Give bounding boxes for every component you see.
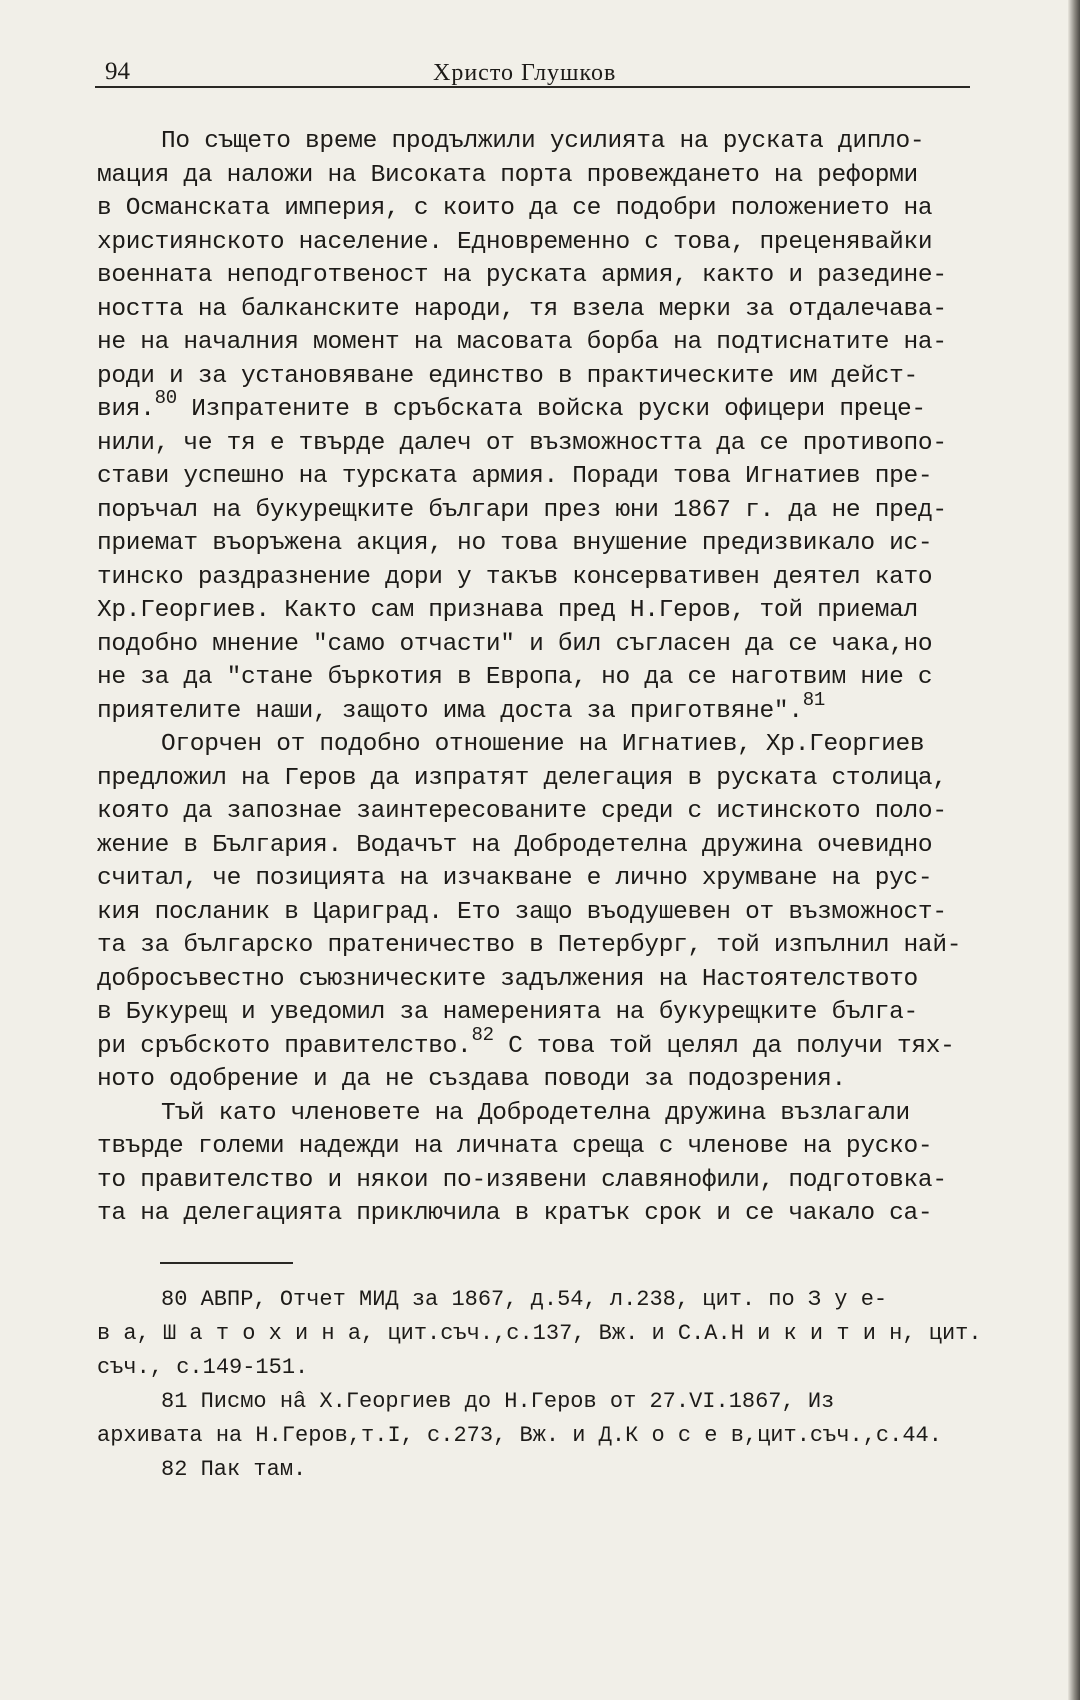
- text-run: приятелите наши, защото има доста за приготвяне".: [97, 697, 803, 725]
- footnote-line: 82 Пак там.: [161, 1457, 307, 1482]
- text-line: в Османската империя, с които да се подобри положението на: [97, 195, 933, 222]
- text-run: С това той целял да получи тях-: [493, 1032, 955, 1060]
- footnote-ref-82[interactable]: 82: [471, 1023, 494, 1046]
- text-line: не на началния момент на масовата борба на подтиснатите на-: [97, 329, 947, 356]
- footnote-82: [97, 1453, 1037, 1487]
- text-line: Тъй като членовете на Добродетелна дружина възлагали: [161, 1099, 910, 1127]
- text-line: добросъвестно съюзническите задължения на Настоятелството: [97, 965, 918, 993]
- footnote-ref-81[interactable]: 81: [802, 688, 825, 711]
- text-line: която да запознае заинтересованите среди с истинското поло-: [97, 798, 947, 825]
- text-run: вия.: [97, 396, 155, 423]
- text-line: подобно мнение "само отчасти" и бил съгласен да се чака,но: [97, 630, 933, 658]
- text-line: тинско раздразнение дори у такъв консервативен деятел като: [97, 563, 933, 591]
- text-line: не за да "стане бъркотия в Европа, но да се наготвим ние с: [97, 664, 933, 691]
- text-line: поръчал на букурещките българи през юни 1867 г. да не пред-: [97, 496, 947, 524]
- text-line: роди и за установяване единство в практическите им дейст-: [97, 362, 918, 390]
- text-run: Изпратените в сръбската войска руски офицери прецe-: [176, 396, 926, 423]
- footnote-81: [97, 1385, 1037, 1453]
- text-line: християнското население. Едновременно с това, преценявайки: [97, 228, 933, 256]
- text-line: [97, 387, 1027, 427]
- text-line: По същето време продължили усилията на руската дипло-: [161, 128, 925, 155]
- footnote-80: [97, 1283, 1037, 1385]
- text-line: в Букурещ и уведомил за намеренията на букурещките бълга-: [97, 999, 918, 1026]
- text-line: ността на балканските народи, тя взела мерки за отдалечава-: [97, 295, 947, 323]
- text-line: нили, че тя е твърде далеч от възможността да се противопо-: [97, 429, 947, 457]
- footnote-ref-80[interactable]: 80: [154, 387, 177, 409]
- text-line: жение в България. Водачът на Добродетелна дружина очевидно: [97, 831, 933, 859]
- text-line: та за българско пратеничество в Петербург, той изпълнил най-: [97, 932, 962, 959]
- text-line: твърде големи надежди на личната среща с членове на руско-: [97, 1133, 933, 1160]
- binding-edge: [1068, 0, 1080, 1700]
- page-number: 94: [105, 58, 130, 85]
- running-title: Христо Глушков: [433, 60, 617, 86]
- text-line: кия посланик в Цариград. Ето защо въодушевен от възможност-: [97, 898, 947, 926]
- text-line: Хр.Георгиев. Както сам признава пред Н.Геров, той приемал: [97, 597, 918, 624]
- running-head: [95, 52, 970, 88]
- footnote-line: 80 АВПР, Отчет МИД за 1867, д.54, л.238, цит. по З у е-: [161, 1287, 888, 1312]
- text-line: [97, 688, 1027, 729]
- footnote-line: архивата на Н.Геров,т.I, с.273, Вж. и Д.К о с е в,цит.съч.,с.44.: [97, 1423, 942, 1448]
- body-text: [97, 125, 1027, 1231]
- footnote-line: в а, Ш а т о х и н а, цит.съч.,с.137, Вж. и С.А.Н и к и т и н, цит.: [97, 1321, 982, 1346]
- text-line: военната неподготвеност на руската армия, както и разедине-: [97, 262, 947, 289]
- text-line: Огорчен от подобно отношение на Игнатиев, Хр.Георгиев: [161, 731, 925, 758]
- text-line: стави успешно на турската армия. Поради това Игнатиев пре-: [97, 463, 933, 490]
- text-line: [97, 1023, 1027, 1064]
- text-run: ри сръбското правителство.: [97, 1032, 472, 1060]
- text-line: ното одобрение и да не създава поводи за подозрения.: [97, 1066, 846, 1093]
- footnote-line: 81 Писмо нâ Х.Георгиев до Н.Геров от 27.VI.1867, Из: [161, 1389, 835, 1414]
- text-line: та на делегацията приключила в кратък срок и се чакало са-: [97, 1200, 933, 1227]
- text-line: считал, че позицията на изчакване е лично хрумване на рус-: [97, 865, 933, 892]
- footnote-line: съч., с.149-151.: [97, 1355, 309, 1380]
- footnotes: [97, 1283, 1037, 1487]
- text-line: мация да наложи на Високата порта провеждането на реформи: [97, 161, 918, 189]
- text-line: то правителство и някои по-изявени славянофили, подготовка-: [97, 1166, 947, 1194]
- text-line: приемат въоръжена акция, но това внушение предизвикало ис-: [97, 530, 933, 557]
- footnote-divider: [160, 1262, 293, 1264]
- text-line: предложил на Геров да изпратят делегация в руската столица,: [97, 764, 947, 792]
